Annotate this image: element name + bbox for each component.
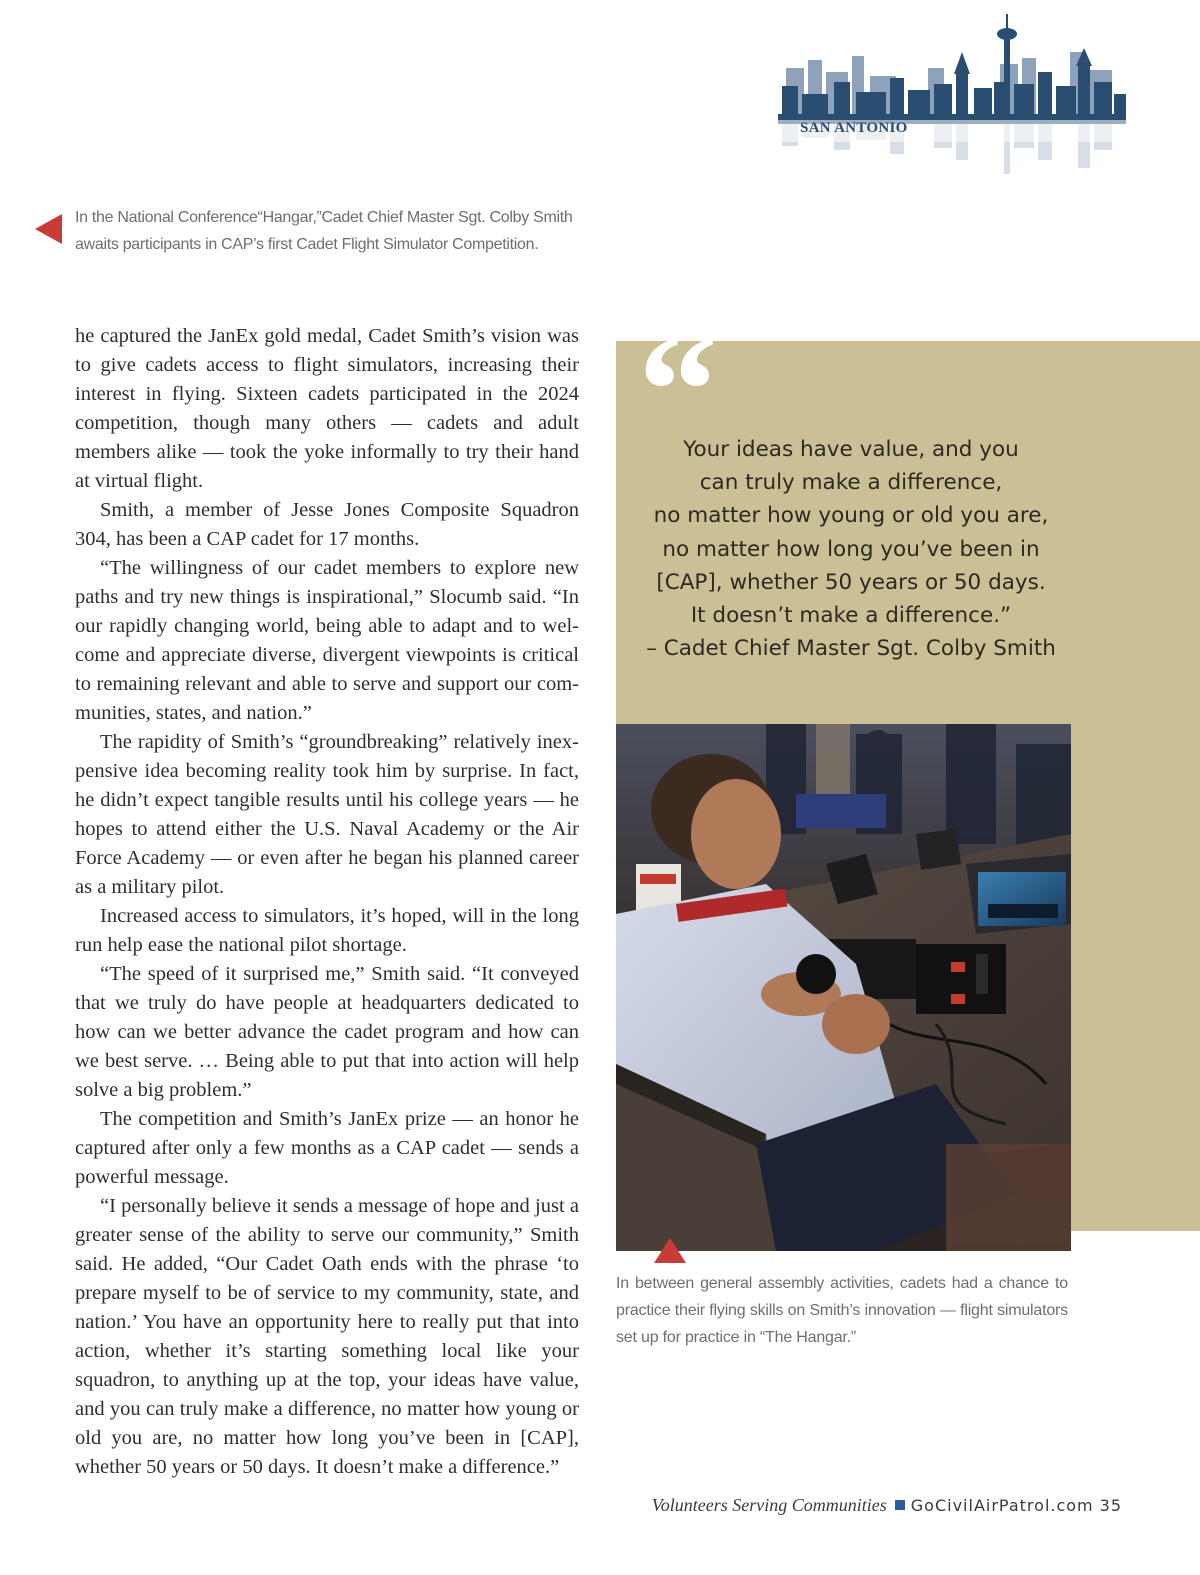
article-paragraph: he captured the JanEx gold medal, Cadet Smith’s vision was to give cadets access to flight simulators, increasing their interest in flying. Sixteen cadets participated in the 2024 competition, though many others — cadets and adult members alike — took the yoke informally to try their hand at virtual flight. — [75, 325, 579, 492]
pull-quote-text: Your ideas have value, and you can truly make a difference, no matter how young or old you are, no matter how long you’ve been in [CAP], whether 50 years or 50 days. It doesn’t make a difference.” — [653, 437, 1049, 629]
city-skyline-icon — [778, 12, 1128, 182]
photo-caption: In between general assembly activities, cadets had a chance to practice their flying skills on Smith’s innovation — flight simulators set up for practice in “The Hangar.” — [616, 1275, 1068, 1346]
cadet-flight-simulator-photo — [616, 724, 1071, 1251]
san-antonio-skyline-logo — [778, 12, 1128, 182]
top-photo-caption: In the National Conference“Hangar,”Cadet Chief Master Sgt. Colby Smith awaits participants in CAP’s first Cadet Flight Simulator Competition. — [75, 209, 573, 253]
footer-tagline: Volunteers Serving Communities — [651, 1495, 887, 1515]
article-paragraph: “The willingness of our cadet members to explore new paths and try new things is inspirational,” Slocumb said. “In our rapidly changing world, being able to adapt and to welcome and appreciate diverse, divergent viewpoints is critical to remaining relevant and able to serve and support our communities, states, and nation.” — [75, 557, 579, 724]
article-body — [75, 322, 579, 1482]
pull-quote-attribution: – Cadet Chief Master Sgt. Colby Smith — [646, 636, 1056, 661]
page-number: 35 — [1099, 1496, 1122, 1515]
square-bullet-icon — [895, 1500, 905, 1510]
article-paragraph: Smith, a member of Jesse Jones Composite Squadron 304, has been a CAP cadet for 17 months. — [75, 499, 579, 550]
left-triangle-icon — [35, 214, 62, 244]
article-paragraph: “I personally believe it sends a message of hope and just a greater sense of the ability to serve our community,” Smith said. He added, “Our Cadet Oath ends with the phrase ‘to prepare myself to be of service to my community, state, and nation.’ You have an opportunity here to really put that into action, whether it’s starting something local like your squadron, to anything up at the top, your ideas have value, and you can truly make a difference, no matter how young or old you are, no matter how long you’ve been in [CAP], whether 50 years or 50 days. It doesn’t make a difference.” — [75, 1195, 579, 1478]
up-triangle-icon — [654, 1238, 686, 1263]
footer-website: GoCivilAirPatrol.com — [910, 1496, 1094, 1515]
page-footer — [652, 1495, 1122, 1516]
article-paragraph: “The speed of it surprised me,” Smith said. “It conveyed that we truly do have people at headquarters dedicated to how can we better advance the cadet program and how can we best serve. … Being able to put that into action will help solve a big problem.” — [75, 963, 579, 1101]
article-paragraph: The competition and Smith’s JanEx prize — an honor he captured after only a few months as a CAP cadet — sends a powerful message. — [75, 1108, 579, 1188]
city-label: SAN ANTONIO — [800, 120, 908, 136]
quote-mark-icon: “ — [638, 301, 718, 479]
article-paragraph: The rapidity of Smith’s “groundbreaking” relatively inexpensive idea becoming reality took him by surprise. In fact, he didn’t expect tangible results until his college years — he hopes to attend either the U.S. Naval Academy or the Air Force Academy — or even after he began his planned career as a military pilot. — [75, 731, 579, 898]
article-paragraph: Increased access to simulators, it’s hoped, will in the long run help ease the national pilot shortage. — [75, 905, 579, 956]
